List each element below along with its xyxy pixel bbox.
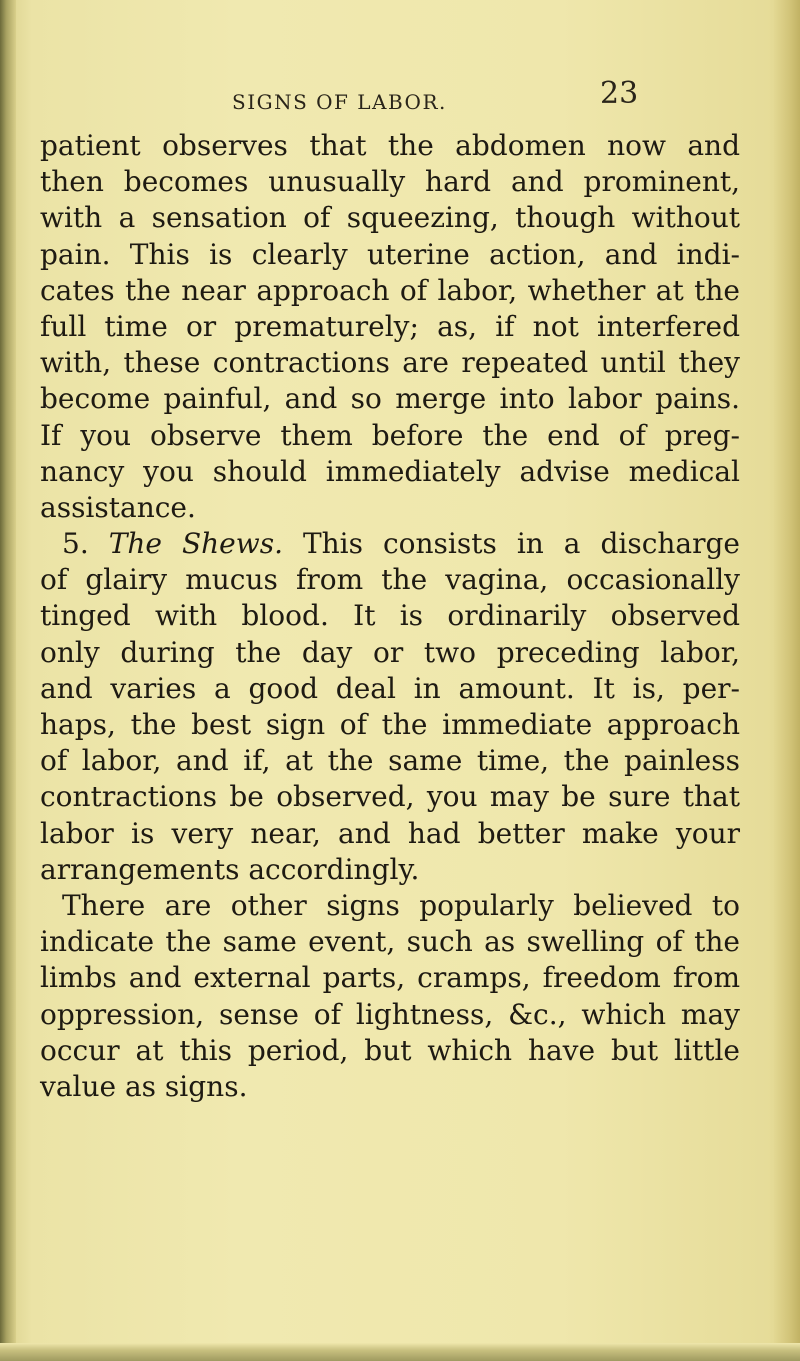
text-line: labor is very near, and had better make your: [40, 816, 740, 850]
section-heading: The Shews.: [108, 527, 283, 561]
text-line: assistance.: [40, 490, 196, 524]
page-bottom-edge: [0, 1343, 800, 1361]
text-line: tinged with blood. It is ordinarily observed: [40, 599, 740, 633]
text-line: There are other signs popularly believed to: [62, 888, 740, 922]
text-line: of glairy mucus from the vagina, occasionally: [40, 563, 740, 597]
text-line: oppression, sense of lightness, &c., which may: [40, 997, 740, 1031]
page-right-edge: [774, 0, 800, 1361]
text-line: limbs and external parts, cramps, freedom from: [40, 961, 740, 995]
section-number: 5.: [62, 527, 89, 561]
text-line: value as signs.: [40, 1069, 248, 1103]
text-line: full time or prematurely; as, if not interfered: [40, 309, 740, 343]
text-line: with a sensation of squeezing, though without: [40, 201, 740, 235]
text-line: of labor, and if, at the same time, the painless: [40, 744, 740, 778]
text-line: cates the near approach of labor, whether at the: [40, 273, 740, 307]
text-line: then becomes unusually hard and prominent,: [40, 165, 740, 199]
paragraph-3: [40, 888, 740, 1105]
page-header: [0, 76, 800, 122]
text-line: haps, the best sign of the immediate approach: [40, 708, 740, 741]
text-line: only during the day or two preceding labor,: [40, 635, 740, 669]
text-line: arrangements accordingly.: [40, 852, 420, 886]
text-line: and varies a good deal in amount. It is, per-: [40, 671, 740, 705]
text-line: If you observe them before the end of preg-: [40, 418, 740, 452]
text-line: occur at this period, but which have but little: [40, 1033, 740, 1067]
text-line: patient observes that the abdomen now and: [40, 129, 740, 162]
first-line-text: This consists in a discharge: [302, 527, 741, 561]
page-left-edge: [0, 0, 16, 1361]
text-line: become painful, and so merge into labor pains.: [40, 382, 740, 416]
paragraph-2: [40, 526, 740, 888]
text-line: indicate the same event, such as swelling of the: [40, 925, 740, 959]
body-text: [40, 128, 740, 1105]
text-line: nancy you should immediately advise medical: [40, 454, 740, 488]
text-line: pain. This is clearly uterine action, and indi-: [40, 237, 740, 271]
running-head: SIGNS OF LABOR.: [232, 90, 447, 114]
text-line: with, these contractions are repeated until they: [40, 346, 740, 380]
paragraph-1: [40, 128, 740, 526]
paragraph-2-first-line: [40, 526, 740, 562]
page-number: 23: [600, 76, 639, 111]
text-line: contractions be observed, you may be sure that: [40, 780, 740, 814]
